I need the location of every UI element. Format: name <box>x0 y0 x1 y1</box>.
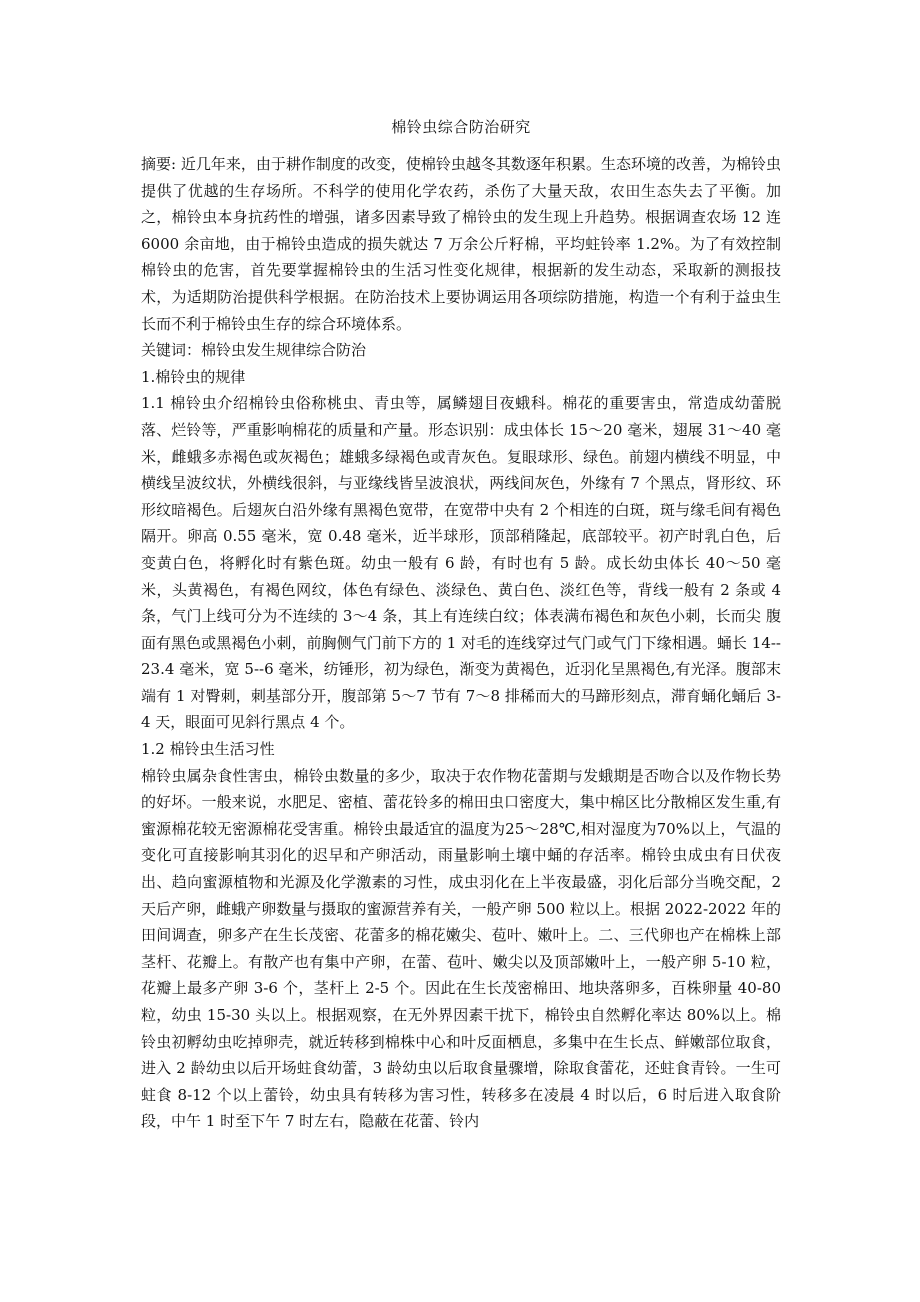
abstract-paragraph: 摘要: 近几年来，由于耕作制度的改变，使棉铃虫越冬其数逐年积累。生态环境的改善，为棉铃虫提供了优越的生存场所。不科学的使用化学农药，杀伤了大量天敌，农田生态失去了平衡。加之，棉铃虫本身抗药性的增强，诸多因素导致了棉铃虫的发生现上升趋势。根据调查农场 12 连 6000 余亩地，由于棉铃虫造成的损失就达 7 万余公斤籽棉，平均蛀铃率 1.2%。为了有效控制棉铃虫的危害，首先要掌握棉铃虫的生活习性变化规律，根据新的发生动态，采取新的测报技术，为适期防治提供科学根据。在防治技术上要协调运用各项综防措施，构造一个有利于益虫生长而不利于棉铃虫生存的综合环境体系。 <box>141 155 781 333</box>
keywords-line: 关键词：棉铃虫发生规律综合防治 <box>141 341 367 360</box>
document-page <box>141 113 781 1135</box>
section-1-2-heading: 1.2 棉铃虫生活习性 <box>141 740 275 759</box>
section-1-1-paragraph: 1.1 棉铃虫介绍棉铃虫俗称桃虫、青虫等，属鳞翅目夜蛾科。棉花的重要害虫，常造成幼蕾脱落、烂铃等，严重影响棉花的质量和产量。形态识别：成虫体长 15～20 毫米，翅展 31～40 毫米，雌蛾多赤褐色或灰褐色；雄蛾多绿褐色或青灰色。复眼球形、绿色。前翅内横线不明显，中横线呈波纹状，外横线很斜，与亚缘线皆呈波浪状，两线间灰色，外缘有 7 个黑点，肾形纹、环形纹暗褐色。后翅灰白沿外缘有黑褐色宽带，在宽带中央有 2 个相连的白斑，斑与缘毛间有褐色隔开。卵高 0.55 毫米，宽 0.48 毫米，近半球形，顶部稍隆起，底部较平。初产时乳白色，后变黄白色，将孵化时有紫色斑。幼虫一般有 6 龄，有时也有 5 龄。成长幼虫体长 40～50 毫米，头黄褐色，有褐色网纹，体色有绿色、淡绿色、黄白色、淡红色等，背线一般有 2 条或 4 条，气门上线可分为不连续的 3～4 条，其上有连续白纹；体表满布褐色和灰色小刺，长而尖 腹面有黑色或黑褐色小刺，前胸侧气门前下方的 1 对毛的连线穿过气门或气门下缘相遇。蛹长 14--23.4 毫米，宽 5--6 毫米，纺锤形，初为绿色，渐变为黄褐色，近羽化呈黑褐色,有光泽。腹部末端有 1 对臀刺，刺基部分开，腹部第 5～7 节有 7～8 排稀而大的马蹄形刻点，滞育蛹化蛹后 3-4 天，眼面可见斜行黑点 4 个。 <box>141 394 781 732</box>
section-1-2-paragraph: 棉铃虫属杂食性害虫，棉铃虫数量的多少，取决于农作物花蕾期与发蛾期是否吻合以及作物长势的好坏。一般来说，水肥足、密植、蕾花铃多的棉田虫口密度大，集中棉区比分散棉区发生重,有蜜源棉花较无密源棉花受害重。棉铃虫最适宜的温度为25～28℃,相对湿度为70%以上，气温的变化可直接影响其羽化的迟早和产卵活动，雨量影响土壤中蛹的存活率。棉铃虫成虫有日伏夜出、趋向蜜源植物和光源及化学激素的习性，成虫羽化在上半夜最盛，羽化后部分当晚交配，2 天后产卵，雌蛾产卵数量与摄取的蜜源营养有关，一般产卵 500 粒以上。根据 2022-2022 年的田间调查，卵多产在生长茂密、花蕾多的棉花嫩尖、苞叶、嫩叶上。二、三代卵也产在棉株上部茎杆、花瓣上。有散产也有集中产卵，在蕾、苞叶、嫩尖以及顶部嫩叶上，一般产卵 5-10 粒，花瓣上最多产卵 3-6 个，茎杆上 2-5 个。因此在生长茂密棉田、地块落卵多，百株卵量 40-80 粒，幼虫 15-30 头以上。根据观察，在无外界因素干扰下，棉铃虫自然孵化率达 80%以上。棉铃虫初孵幼虫吃掉卵壳，就近转移到棉株中心和叶反面栖息，多集中在生长点、鲜嫩部位取食，进入 2 龄幼虫以后开场蛀食幼蕾，3 龄幼虫以后取食量骤增，除取食蕾花，还蛀食青铃。一生可蛀食 8-12 个以上蕾铃，幼虫具有转移为害习性，转移多在凌晨 4 时以后，6 时后进入取食阶段，中午 1 时至下午 7 时左右，隐蔽在花蕾、铃内 <box>141 766 781 1131</box>
section-1-heading: 1.棉铃虫的规律 <box>141 367 246 386</box>
document-title: 棉铃虫综合防治研究 <box>391 118 531 136</box>
